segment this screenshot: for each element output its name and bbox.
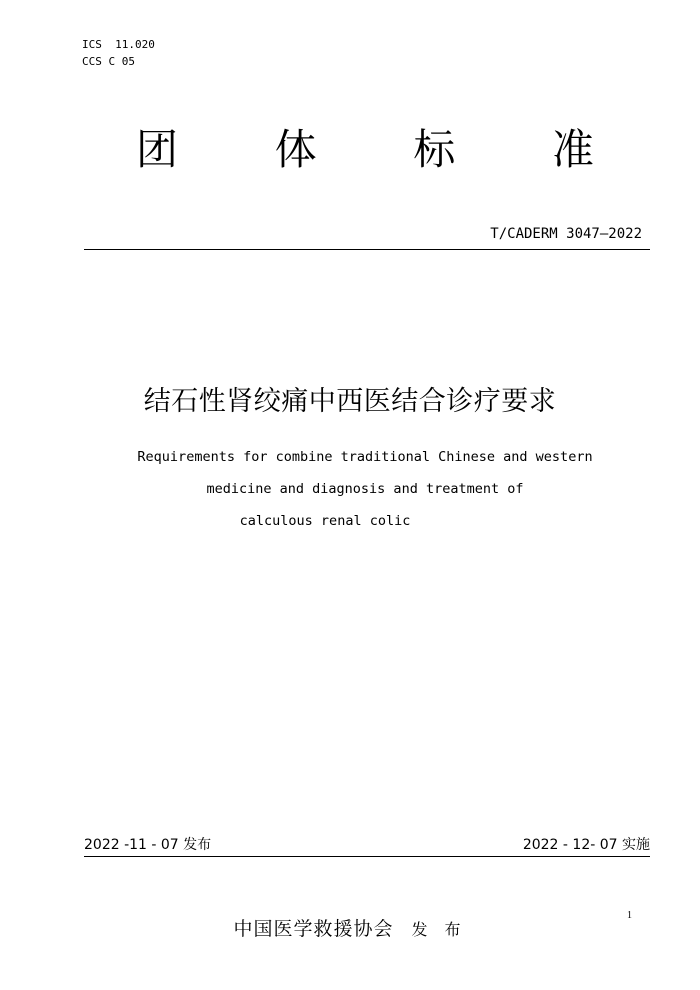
publisher-organization: 中国医学救援协会 — [233, 918, 394, 940]
footer-divider — [84, 856, 650, 857]
english-title-line: calculous renal colic — [239, 513, 411, 529]
header-divider — [84, 249, 650, 250]
page-number: 1 — [627, 910, 632, 921]
publish-date: 2022 -11 - 07 发布 — [84, 837, 212, 853]
ccs-code: CCS C 05 — [82, 55, 135, 68]
chinese-title: 结石性肾绞痛中西医结合诊疗要求 — [143, 386, 557, 417]
implement-date: 2022 - 12- 07 实施 — [522, 837, 650, 853]
standard-type-char: 标 — [413, 125, 456, 174]
standard-type-char: 体 — [274, 125, 317, 174]
standard-type-heading — [80, 124, 650, 176]
publisher-line — [0, 914, 700, 945]
classification-codes — [82, 36, 155, 70]
english-title — [80, 441, 650, 537]
ics-code: ICS 11.020 — [82, 38, 155, 51]
english-title-line: Requirements for combine traditional Chinese and western — [137, 449, 593, 465]
standard-type-char: 准 — [551, 125, 594, 174]
publisher-action: 发 布 — [411, 920, 467, 939]
standard-type-char: 团 — [136, 125, 179, 174]
standard-number: T/CADERM 3047—2022 — [490, 226, 642, 242]
english-title-line: medicine and diagnosis and treatment of — [206, 481, 524, 497]
